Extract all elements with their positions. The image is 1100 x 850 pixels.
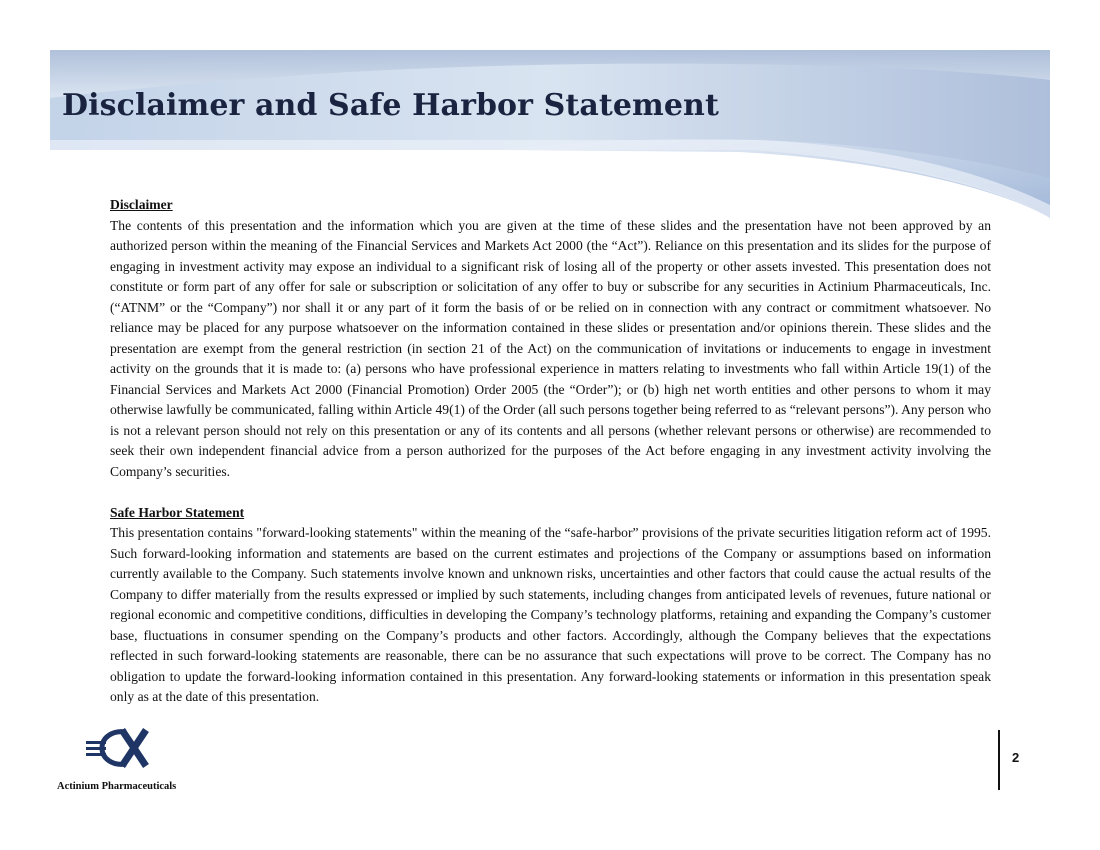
disclaimer-heading: Disclaimer bbox=[110, 197, 173, 212]
actinium-logo-icon bbox=[86, 726, 152, 772]
section-spacer bbox=[110, 482, 991, 503]
safe-harbor-heading: Safe Harbor Statement bbox=[110, 504, 245, 520]
page-number: 2 bbox=[1012, 750, 1020, 765]
safe-harbor-text: This presentation contains "forward-looking statements" within the meaning of the “safe-harbor” provisions of the private securities litigation reform act of 1995. Such forward-looking information and statements are based on the current estimates and projections of the Company or assumptions based on information currently available to the Company. Such statements involve known and unknown risks, uncertainties and other factors that could cause the actual results of the Company to differ materially from the results expressed or implied by such statements, including changes from anticipated levels of revenues, future national or regional economic and competitive conditions, difficulties in developing the Company’s technology platforms, retaining and expanding the Company’s customer base, fluctuations in consumer spending on the Company’s products and other factors. Accordingly, although the Company believes that the expectations reflected in such forward-looking statements are reasonable, there can be no assurance that such expectations will prove to be correct. The Company has no obligation to update the forward-looking information contained in this presentation. Any forward-looking statements or information in this presentation speak only as at the date of this presentation. bbox=[110, 525, 991, 704]
page-number-divider bbox=[998, 730, 1000, 790]
disclaimer-text: The contents of this presentation and the information which you are given at the time of these slides and the presentation have not been approved by an authorized person within the meaning of the Financial Services and Markets Act 2000 (the “Act”). Reliance on this presentation and its slides for the purpose of engaging in investment activity may expose an individual to a significant risk of losing all of the property or other assets invested. This presentation does not constitute or form part of any offer for sale or subscription or solicitation of any offer to buy or subscribe for any securities in Actinium Pharmaceuticals, Inc. (“ATNM” or the “Company”) nor shall it or any part of it form the basis of or be relied on in connection with any contract or commitment whatsoever. No reliance may be placed for any purpose whatsoever on the information contained in these slides or presentation and/or opinions therein. These slides and the presentation are exempt from the general restriction (in section 21 of the Act) on the communication of invitations or inducements to engage in investment activity on the grounds that it is made to: (a) persons who have professional experience in matters relating to investments who fall within Article 19(1) of the Financial Services and Markets Act 2000 (Financial Promotion) Order 2005 (the “Order”); or (b) high net worth entities and other persons to whom it may otherwise lawfully be communicated, falling within Article 49(1) of the Order (all such persons together being referred to as “relevant persons”). Any person who is not a relevant person should not rely on this presentation or any of its contents and all persons (whether relevant persons or otherwise) are recommended to seek their own independent financial advice from a person authorized for the purposes of the Act before engaging in any investment activity involving the Company’s securities. bbox=[110, 217, 991, 479]
document-body bbox=[110, 195, 991, 708]
page-title: Disclaimer and Safe Harbor Statement bbox=[62, 88, 719, 123]
company-name: Actinium Pharmaceuticals bbox=[57, 781, 177, 792]
